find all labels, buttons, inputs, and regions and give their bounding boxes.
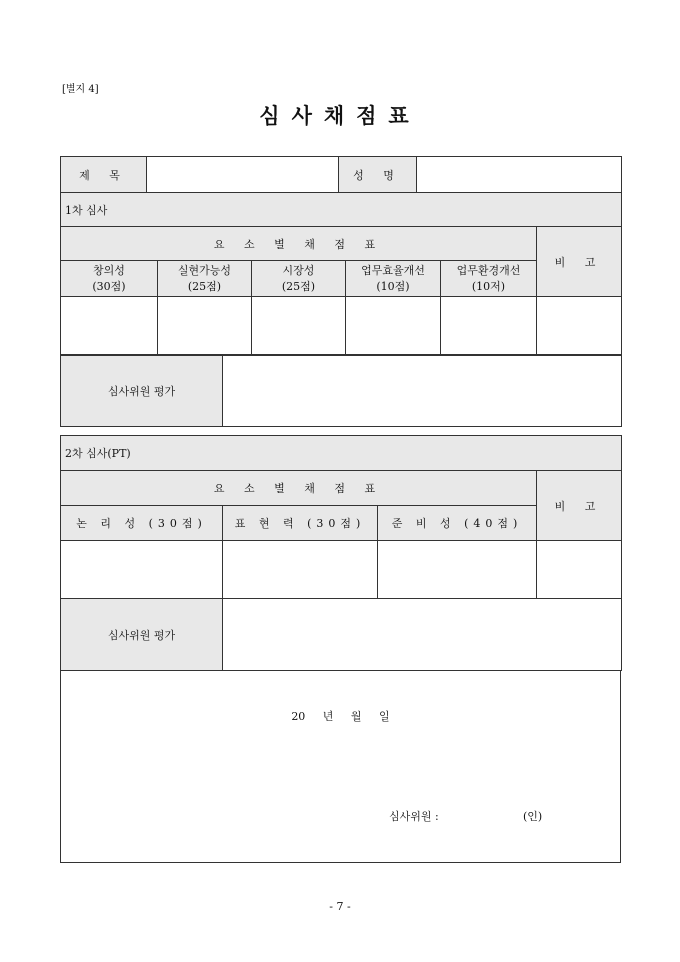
round2-eval-label: 심사위원 평가 — [61, 599, 223, 671]
round1-group-header: 요 소 별 채 점 표 — [61, 227, 537, 261]
name-label: 성 명 — [339, 157, 417, 193]
page-number: - 7 - — [329, 900, 351, 913]
round1-col-efficiency: 업무효율개선 (10점) — [346, 261, 441, 297]
round1-eval-table — [60, 355, 622, 427]
round2-score-logic[interactable] — [61, 541, 223, 599]
round1-section-label: 1차 심사 — [61, 193, 622, 227]
subject-label: 제 목 — [61, 157, 147, 193]
attachment-tag: [별지 4] — [62, 84, 99, 95]
round2-score-expression[interactable] — [223, 541, 378, 599]
date-line: 20 년 월 일 — [291, 710, 390, 723]
round1-remark[interactable] — [537, 297, 622, 355]
subject-table — [60, 156, 622, 193]
round1-score-creativity[interactable] — [61, 297, 158, 355]
round1-col-environment: 업무환경개선 (10저) — [441, 261, 537, 297]
round2-table — [60, 435, 622, 599]
round2-eval-field[interactable] — [223, 599, 622, 671]
round2-col-preparation: 준 비 성 (40점) — [378, 506, 537, 541]
round1-score-efficiency[interactable] — [346, 297, 441, 355]
seal-mark: (인) — [523, 810, 543, 823]
round1-col-feasibility: 실현가능성 (25점) — [158, 261, 252, 297]
round1-eval-label: 심사위원 평가 — [61, 356, 223, 427]
round2-group-header: 요 소 별 채 점 표 — [61, 471, 537, 506]
round2-remark-label: 비 고 — [537, 471, 622, 541]
subject-field[interactable] — [147, 157, 339, 193]
round2-remark[interactable] — [537, 541, 622, 599]
round1-score-environment[interactable] — [441, 297, 537, 355]
name-field[interactable] — [417, 157, 622, 193]
round2-score-preparation[interactable] — [378, 541, 537, 599]
round2-col-expression: 표 현 력 (30점) — [223, 506, 378, 541]
page-title: 심사채점표 — [259, 103, 421, 128]
signature-box — [60, 670, 621, 863]
round1-table — [60, 192, 622, 355]
round1-col-creativity: 창의성 (30점) — [61, 261, 158, 297]
round1-eval-field[interactable] — [223, 356, 622, 427]
round1-score-feasibility[interactable] — [158, 297, 252, 355]
signer-label: 심사위원 : — [389, 810, 439, 823]
round2-col-logic: 논 리 성 (30점) — [61, 506, 223, 541]
round2-section-label: 2차 심사(PT) — [61, 436, 622, 471]
round1-col-marketability: 시장성 (25점) — [252, 261, 346, 297]
round1-score-marketability[interactable] — [252, 297, 346, 355]
round1-remark-label: 비 고 — [537, 227, 622, 297]
round2-eval-table — [60, 598, 622, 671]
